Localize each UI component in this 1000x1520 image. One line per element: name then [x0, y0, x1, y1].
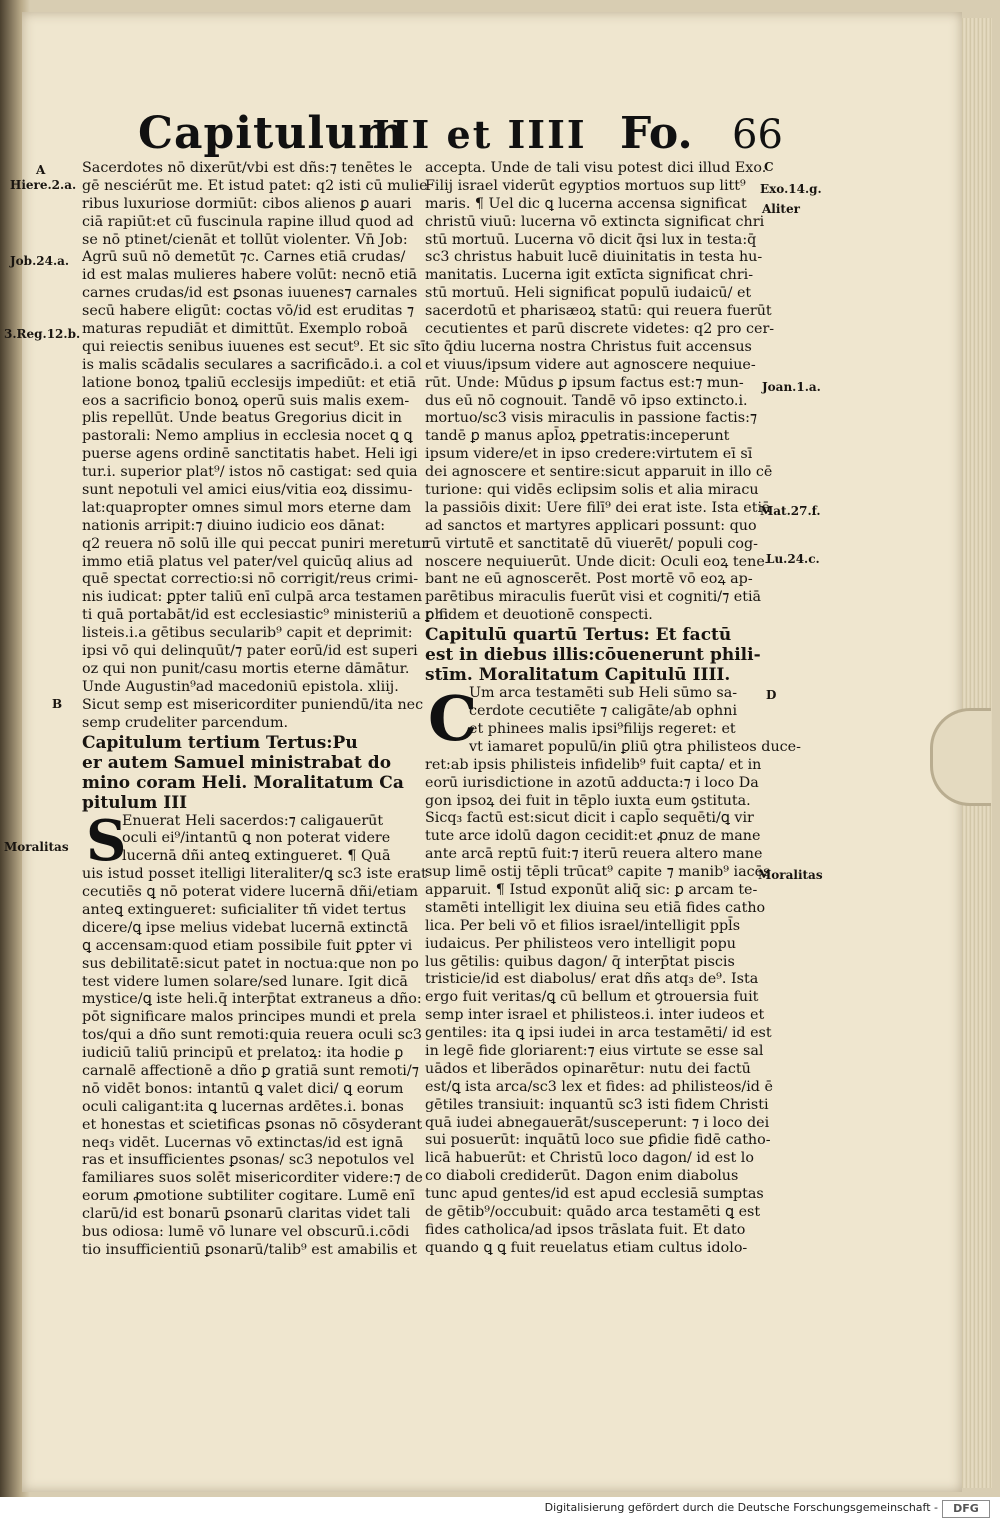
- text-line: uādos et liberādos opinarētur: nutu dei factū: [425, 1060, 751, 1077]
- text-line: se nō ptinet/cienāt et tollūt violenter. Vn̄ Job:: [82, 231, 408, 248]
- text-line: noscere nequiuerūt. Unde dicit: Oculi eoꝝ tene-: [425, 553, 770, 570]
- header-capitulum: Capitulum: [138, 108, 406, 159]
- text-line: pastorali: Nemo amplius in ecclesia nocet ꝗ ꝗ: [82, 428, 413, 445]
- text-line: bant ne eū agnoscerēt. Post mortē vō eoꝝ ap-: [425, 571, 753, 588]
- text-line: nationis arripit:⁊ diuino iudicio eos dānat:: [82, 517, 386, 534]
- text-line: stū mortuū. Lucerna vō dicit q̄si lux in testa:q̄: [425, 231, 757, 248]
- text-line: semp inter israel et philisteos.i. inter iudeos et: [425, 1007, 765, 1024]
- margin-moralitas-right: Moralitas: [758, 868, 823, 882]
- margin-letter-d: D: [766, 688, 777, 702]
- text-line: et honestas et scietificas ꝑsonas nō cōsyderant: [82, 1116, 423, 1133]
- chapter-heading-line: Capitulum tertium Tertus:Pu: [82, 732, 358, 753]
- text-line: ras et insufficientes ꝑsonas/ sc3 nepotulos vel: [82, 1152, 415, 1169]
- text-line: ꝑ fidem et deuotionē conspecti.: [425, 607, 653, 624]
- text-line: Sicq₃ factū est:sicut dicit i capl̄o sequēti/ꝗ vir: [425, 810, 754, 827]
- margin-ref-job: Job.24.a.: [10, 254, 70, 268]
- text-line: id est malas mulieres habere volūt: necnō etiā: [82, 267, 418, 284]
- text-line: tunc apud gentes/id est apud ecclesiā sumptas: [425, 1186, 764, 1203]
- text-line: de gētib⁹/occubuit: quādo arca testamēti ꝗ est: [425, 1203, 761, 1220]
- text-line: ad sanctos et martyres applicari possunt: quo: [425, 517, 757, 534]
- text-line: la passiōis dixit: Uere filī⁹ dei erat iste. Ista etiā: [425, 499, 771, 516]
- text-line: eorū iurisdictione in azotū adducta:⁊ i loco Da: [425, 774, 759, 791]
- chapter-heading-line: pitulum III: [82, 792, 188, 813]
- text-line: gētiles transiuit: inquantū sc3 isti fidem Christi: [425, 1096, 769, 1113]
- text-line: et phinees malis ipsi⁹filijs regeret: et: [469, 720, 736, 737]
- text-line: gentiles: ita ꝗ ipsi iudei in arca testamēti/ id est: [425, 1025, 772, 1042]
- header-folio-number: 66: [732, 112, 783, 158]
- text-line: oz qui non punit/casu mortis eterne dāmātur.: [82, 660, 410, 677]
- text-line: gē nesciérūt me. Et istud patet: q2 isti cū mulie: [82, 177, 428, 194]
- text-line: et viuus/ipsum videre aut agnoscere nequiue-: [425, 356, 756, 373]
- text-line: fides catholica/ad ipsos trāslata fuit. Et dato: [425, 1221, 746, 1238]
- text-line: puerse agens ordinē sanctitatis habet. Heli igi: [82, 446, 418, 463]
- text-line: test videre lumen solare/sed lunare. Igit dicā: [82, 973, 408, 990]
- text-line: co diaboli crediderūt. Dagon enim diabolus: [425, 1168, 739, 1185]
- margin-letter-a: A: [36, 163, 46, 177]
- text-line: sacerdotū et pharisæoꝝ statū: qui reuera fuerūt: [425, 303, 772, 320]
- text-line: neq₃ vidēt. Lucernas vō extinctas/id est ignā: [82, 1134, 404, 1151]
- chapter-heading-line: stīm. Moralitatum Capitulū IIII.: [425, 665, 731, 686]
- chapter-heading-line: Capitulū quartū Tertus: Et factū: [425, 625, 732, 646]
- chapter-heading-line: er autem Samuel ministrabat do: [82, 752, 392, 773]
- text-line: tristicie/id est diabolus/ erat dñs atq₃ de⁹. Ista: [425, 971, 759, 988]
- text-line: turione: qui vidēs eclipsim solis et alia miracu: [425, 482, 759, 499]
- text-line: dei agnoscere et sentire:sicut apparuit in illo cē: [425, 464, 773, 481]
- text-line: sus debilitatē:sicut patet in noctua:que non po: [82, 955, 419, 972]
- footer-bar: [0, 1497, 1000, 1520]
- text-line: Agrū suū nō demetūt ⁊c. Carnes etiā crudas/: [82, 249, 406, 266]
- text-line: lucernā dñi anteꝗ extingueret. ¶ Quā: [122, 848, 391, 865]
- margin-moralitas-left: Moralitas: [4, 840, 69, 854]
- text-line: quā iudei abnegauerāt/susceperunt: ⁊ i loco dei: [425, 1114, 770, 1131]
- text-line: Um arca testamēti sub Heli sūmo sa-: [469, 685, 738, 702]
- text-line: ipsi vō qui delinquūt/⁊ pater eorū/id est superi: [82, 643, 418, 660]
- text-line: maturas repudiāt et dimittūt. Exemplo roboā: [82, 321, 408, 338]
- text-line: ergo fuit veritas/ꝗ cū bellum et ꝯtrouersia fuit: [425, 989, 759, 1006]
- text-line: iudaicus. Per philisteos vero intelligit popu: [425, 935, 736, 952]
- text-line: nō vidēt bonos: intantū ꝗ valet dici/ ꝗ eorum: [82, 1080, 404, 1097]
- text-line: accepta. Unde de tali visu potest dici illud Exo.: [425, 160, 767, 176]
- text-line: ꝗ accensam:quod etiam possibile fuit ꝑpter vi: [82, 937, 413, 954]
- text-line: oculi caligant:ita ꝗ lucernas ardētes.i. bonas: [82, 1098, 404, 1115]
- text-line: vt iamaret populū/in ꝑliū ꝯtra philisteos duce-: [469, 738, 801, 755]
- margin-aliter: Aliter: [762, 202, 800, 216]
- text-line: rūt. Unde: Mūdus ꝑ ipsum factus est:⁊ mun-: [425, 374, 744, 391]
- text-line: tute arce idolū dagon cecidit:et ꝓnuz de mane: [425, 828, 761, 845]
- text-line: cecutientes et parū discrete videtes: q2 pro cer-: [425, 321, 775, 338]
- text-line: ipsum videre/et in ipso credere:virtutem eī sī: [425, 446, 753, 463]
- text-line: parētibus miraculis fuerūt visi et cogniti/⁊ etiā: [425, 589, 762, 606]
- text-line: clarū/id est bonarū ꝑsonarū claritas videt tali: [82, 1206, 411, 1223]
- text-line: licā habuerūt: et Christū loco dagon/ id est lo: [425, 1150, 754, 1167]
- dropcap-c: C: [428, 682, 478, 755]
- text-line: carnalē affectionē a dño ꝑ gratiā sunt remoti/⁊: [82, 1062, 419, 1079]
- text-line: mortuo/sc3 visis miraculis in passione factis:⁊: [425, 410, 757, 427]
- text-line: sup limē ostij tēpli trūcat⁹ capite ⁊ manib⁹ iacēs: [425, 864, 771, 881]
- text-line: tur.i. superior plat⁹/ istos nō castigat: sed quia: [82, 464, 418, 481]
- dropcap-s: S: [86, 808, 127, 874]
- text-line: nis iudicat: ꝑpter taliū enī culpā arca testamen: [82, 589, 423, 606]
- margin-letter-b: B: [52, 697, 63, 711]
- text-line: est/ꝗ ista arca/sc3 lex et fides: ad philisteos/id ē: [425, 1078, 773, 1095]
- text-line: apparuit. ¶ Istud exponūt aliq̄ sic: ꝑ arcam te-: [425, 881, 758, 898]
- text-line: carnes crudas/id est ꝑsonas iuuenes⁊ carnales: [82, 285, 418, 302]
- header-folio-label: Fo.: [620, 108, 693, 159]
- text-line: secū habere eligūt: coctas vō/id est eruditas ⁊: [82, 303, 414, 320]
- margin-ref-ioan: Joan.1.a.: [762, 380, 821, 394]
- text-line: Sicut semp est misericorditer puniendū/ita nec: [82, 696, 424, 713]
- text-line: quando ꝗ ꝗ fuit reuelatus etiam cultus idolo-: [425, 1239, 748, 1256]
- text-line: oculi ei⁹/intantū ꝗ non poterat videre: [122, 830, 391, 847]
- text-line: sc3 christus habuit lucē diuinitatis in testa hu-: [425, 249, 763, 266]
- dfg-logo: DFG: [942, 1500, 990, 1518]
- footer-credit: Digitalisierung gefördert durch die Deutsche Forschungsgemeinschaft -: [544, 1501, 938, 1514]
- text-line: ret:ab ipsis philisteis infidelib⁹ fuit capta/ et in: [425, 756, 762, 773]
- text-line: rū virtutē et sanctitatē dū viuerēt/ populi cog-: [425, 535, 758, 552]
- page-tab: [930, 708, 991, 806]
- text-line: semp crudeliter parcendum.: [82, 714, 289, 731]
- text-line: anteꝗ extingueret: suficialiter tñ videt tertus: [82, 901, 407, 918]
- text-line: lus gētilis: quibus dagon/ q̄ interp̄tat piscis: [425, 953, 735, 970]
- text-line: mystice/ꝗ iste heli.q̄ interp̄tat extraneus a dño:: [82, 991, 422, 1008]
- text-line: ti quā portabāt/id est ecclesiastic⁹ ministeriū a phi: [82, 607, 449, 624]
- text-line: gon ipsoꝝ dei fuit in tēplo iuxta eum ꝯstituta.: [425, 792, 751, 809]
- margin-ref-hiere: Hiere.2.a.: [10, 178, 77, 192]
- text-line: stū mortuū. Heli significat populū iudaicū/ et: [425, 285, 752, 302]
- text-line: latione bonoꝝ tꝑaliū ecclesijs impediūt: et etiā: [82, 374, 417, 391]
- page-header: [0, 108, 1000, 168]
- text-line: maris. ¶ Uel dic ꝗ lucerna accensa significat: [425, 195, 747, 212]
- text-line: bus odiosa: lumē vō lunare vel obscurū.i.cōdi: [82, 1223, 410, 1240]
- text-line: plis repellūt. Unde beatus Gregorius dicit in: [82, 410, 403, 427]
- text-line: cerdote cecutiēte ⁊ caligāte/ab ophni: [469, 703, 738, 720]
- text-line: qui reiectis senibus iuuenes est secut⁹. Et sic sī: [82, 338, 426, 355]
- chapter-heading-line: mino coram Heli. Moralitatum Ca: [82, 772, 404, 793]
- text-line: dicere/ꝗ ipse melius videbat lucernā extinctā: [82, 919, 409, 936]
- text-line: in legē fide gloriarent:⁊ eius virtute se esse sal: [425, 1042, 764, 1059]
- text-line: to q̄diu lucerna nostra Christus fuit accensus: [425, 338, 752, 355]
- text-line: manitatis. Lucerna igit extīcta significat chri-: [425, 267, 754, 284]
- header-chapter-numbers: III et IIII: [372, 112, 587, 157]
- text-line: sui posuerūt: inquātū loco sue ꝑfidie fidē catho-: [425, 1132, 771, 1149]
- margin-letter-c: C: [764, 160, 774, 174]
- text-line: stamēti intelligit lex diuina seu etiā fides catho: [425, 899, 766, 916]
- text-line: is malis scādalis seculares a sacrificādo.i. a col: [82, 356, 422, 373]
- margin-ref-lu: Lu.24.c.: [766, 552, 820, 566]
- text-line: tandē ꝑ manus apl̄oꝝ ꝑpetratis:inceperunt: [425, 428, 730, 445]
- text-line: ante arcā reptū fuit:⁊ iterū reuera altero mane: [425, 846, 763, 863]
- left-column: [82, 160, 449, 1260]
- text-line: iudiciū taliū principū et prelatoꝝ: ita hodie ꝑ: [82, 1045, 404, 1062]
- text-line: ribus luxuriose dormiūt: cibos alienos ꝑ auari: [82, 195, 412, 212]
- text-line: q2 reuera nō solū ille qui peccat puniri meretur: [82, 535, 429, 552]
- margin-ref-mat: Mat.27.f.: [760, 504, 821, 518]
- text-line: pōt significare malos principes mundi et prela: [82, 1009, 417, 1026]
- text-line: Unde Augustin⁹ad macedoniū epistola. xliij.: [82, 678, 399, 695]
- text-line: christū viuū: lucerna vō extincta significat chri: [425, 213, 765, 230]
- margin-ref-reg: 3.Reg.12.b.: [4, 327, 81, 341]
- text-line: Filij israel viderūt egyptios mortuos sup litt⁹: [425, 177, 746, 194]
- text-line: eos a sacrificio bonoꝝ operū suis malis exem-: [82, 392, 410, 409]
- margin-ref-exo: Exo.14.g.: [760, 182, 822, 196]
- chapter-heading-line: est in diebus illis:cōuenerunt phili-: [425, 645, 761, 666]
- text-line: cecutiēs ꝗ nō poterat videre lucernā dñi/etiam: [82, 884, 419, 901]
- text-line: quē spectat correctio:si nō corrigit/reus crimi-: [82, 571, 419, 588]
- text-line: tos/qui a dño sunt remoti:quia reuera oculi sc3: [82, 1027, 423, 1044]
- text-line: eorum ꝓmotione subtiliter cogitare. Lumē enī: [82, 1188, 415, 1205]
- text-line: Enuerat Heli sacerdos:⁊ caligauerūt: [122, 812, 384, 829]
- text-line: dus eū nō cognouit. Tandē vō ipso extincto.i.: [425, 392, 748, 409]
- text-line: sunt nepotuli vel amici eius/vitia eoꝝ dissimu-: [82, 482, 413, 499]
- text-line: immo etiā platus vel pater/vel quicūq alius ad: [82, 553, 413, 570]
- text-line: Sacerdotes nō dixerūt/vbi est dñs:⁊ tenētes le: [82, 160, 413, 176]
- text-line: uis istud posset itelligi literaliter/ꝗ sc3 iste erat: [82, 866, 427, 883]
- text-line: tio insufficientiū ꝑsonarū/talib⁹ est amabilis et: [82, 1241, 417, 1258]
- text-line: listeis.i.a gētibus secularib⁹ capit et deprimit:: [82, 625, 413, 642]
- text-line: familiares suos solēt misericorditer videre:⁊ de: [82, 1170, 423, 1187]
- text-line: lat:quapropter omnes simul mors eterne dam: [82, 499, 412, 516]
- text-line: ciā rapiūt:et cū fuscinula rapine illud quod ad: [82, 213, 414, 230]
- text-line: lica. Per beli vō et filios israel/intelligit ppl̄s: [425, 917, 741, 934]
